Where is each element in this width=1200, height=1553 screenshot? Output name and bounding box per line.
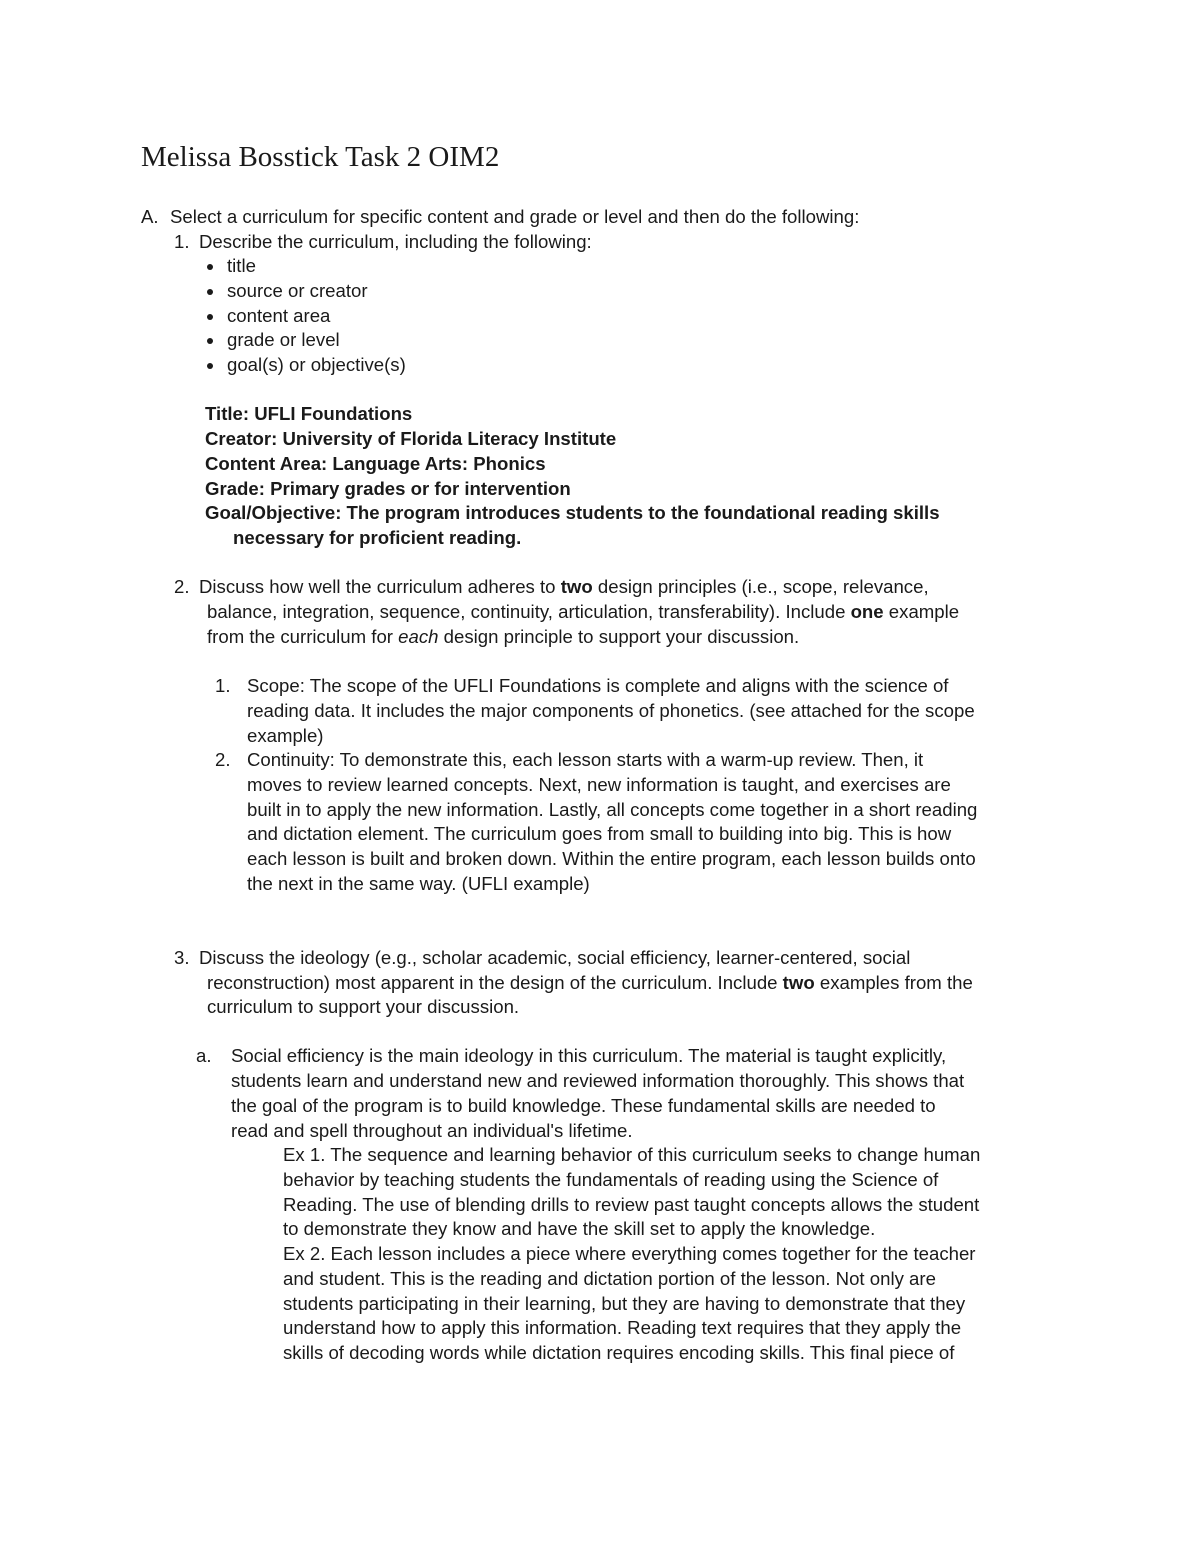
bullet-icon <box>207 314 213 320</box>
item2-sub2-marker: 2. <box>215 749 231 770</box>
item2-sub2-line: each lesson is built and broken down. Within the entire program, each lesson builds onto <box>247 848 976 869</box>
item1-prompt: Describe the curriculum, including the following: <box>199 231 592 252</box>
example2-line: and student. This is the reading and dictation portion of the lesson. Not only are <box>283 1268 936 1289</box>
item2-sub2-line: built in to apply the new information. Lastly, all concepts come together in a short reading <box>247 799 978 820</box>
item3-suba-line: the goal of the program is to build knowledge. These fundamental skills are needed to <box>231 1095 936 1116</box>
bullet-item: goal(s) or objective(s) <box>227 354 406 375</box>
bullet-item: grade or level <box>227 329 340 350</box>
bullet-item: source or creator <box>227 280 368 301</box>
item2-sub1-line: Scope: The scope of the UFLI Foundations is complete and aligns with the science of <box>247 675 949 696</box>
item2-sub2-line: the next in the same way. (UFLI example) <box>247 873 590 894</box>
item2-marker: 2. <box>174 576 190 597</box>
item2-line2: balance, integration, sequence, continuity, articulation, transferability). Include one example <box>207 601 960 622</box>
item3-suba-marker: a. <box>196 1045 212 1066</box>
item3-suba-line: students learn and understand new and reviewed information thoroughly. This shows that <box>231 1070 965 1091</box>
document-title: Melissa Bosstick Task 2 OIM2 <box>141 141 500 173</box>
detail-grade: Grade: Primary grades or for intervention <box>205 478 571 499</box>
item2-line1: Discuss how well the curriculum adheres to two design principles (i.e., scope, relevance, <box>199 576 929 597</box>
example1-line: Ex 1. The sequence and learning behavior of this curriculum seeks to change human <box>283 1144 981 1165</box>
item3-suba-line: Social efficiency is the main ideology in this curriculum. The material is taught explicitly, <box>231 1045 947 1066</box>
detail-title: Title: UFLI Foundations <box>205 403 413 424</box>
bullet-icon <box>207 363 213 369</box>
section-a-prompt: Select a curriculum for specific content and grade or level and then do the following: <box>170 206 860 227</box>
example2-line: students participating in their learning, but they are having to demonstrate that they <box>283 1293 966 1314</box>
item1-marker: 1. <box>174 231 190 252</box>
item2-sub2-line: Continuity: To demonstrate this, each lesson starts with a warm-up review. Then, it <box>247 749 924 770</box>
item2-sub1-line: example) <box>247 725 324 746</box>
example1-line: Reading. The use of blending drills to review past taught concepts allows the student <box>283 1194 980 1215</box>
bullet-icon <box>207 289 213 295</box>
detail-creator: Creator: University of Florida Literacy Institute <box>205 428 617 449</box>
item3-line1: Discuss the ideology (e.g., scholar academic, social efficiency, learner-centered, social <box>199 947 911 968</box>
item2-sub2-line: and dictation element. The curriculum goes from small to building into big. This is how <box>247 823 952 844</box>
bullet-item: content area <box>227 305 331 326</box>
example2-line: understand how to apply this information. Reading text requires that they apply the <box>283 1317 962 1338</box>
example1-line: behavior by teaching students the fundamentals of reading using the Science of <box>283 1169 939 1190</box>
bullet-item: title <box>227 255 256 276</box>
item3-suba-line: read and spell throughout an individual's lifetime. <box>231 1120 633 1141</box>
example2-line: skills of decoding words while dictation requires encoding skills. This final piece of <box>283 1342 955 1363</box>
item2-line3: from the curriculum for each design principle to support your discussion. <box>207 626 800 647</box>
item3-marker: 3. <box>174 947 190 968</box>
item3-line3: curriculum to support your discussion. <box>207 996 520 1017</box>
detail-content-area: Content Area: Language Arts: Phonics <box>205 453 546 474</box>
section-a-marker: A. <box>141 206 159 227</box>
item2-sub1-line: reading data. It includes the major components of phonetics. (see attached for the scope <box>247 700 975 721</box>
item2-sub2-line: moves to review learned concepts. Next, new information is taught, and exercises are <box>247 774 951 795</box>
item2-sub1-marker: 1. <box>215 675 231 696</box>
example2-line: Ex 2. Each lesson includes a piece where everything comes together for the teacher <box>283 1243 976 1264</box>
bullet-icon <box>207 264 213 270</box>
detail-goal-cont: necessary for proficient reading. <box>233 527 522 548</box>
example1-line: to demonstrate they know and have the skill set to apply the knowledge. <box>283 1218 876 1239</box>
bullet-icon <box>207 338 213 344</box>
detail-goal: Goal/Objective: The program introduces students to the foundational reading skills <box>205 502 940 523</box>
item3-line2: reconstruction) most apparent in the design of the curriculum. Include two examples from the <box>207 972 973 993</box>
